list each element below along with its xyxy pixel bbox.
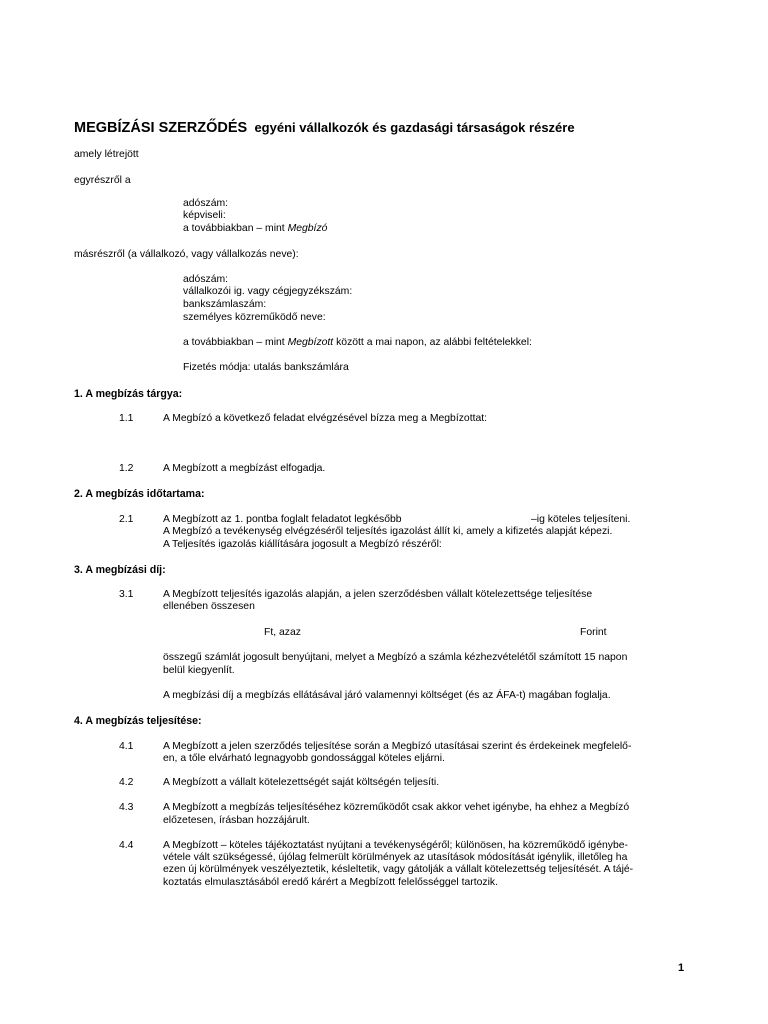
item-4-4-number: 4.4 — [119, 840, 134, 851]
party2-adoszam: adószám: — [183, 274, 229, 285]
party1-role: Megbízó — [287, 223, 328, 234]
item-1-1-number: 1.1 — [119, 413, 134, 424]
item-1-1-text: A Megbízó a következő feladat elvégzésével bízza meg a Megbízottat: — [163, 413, 488, 424]
item-3-1-para3: A megbízási díj a megbízás ellátásával járó valamennyi költséget (és az ÁFA-t) magában foglalja. — [163, 690, 611, 701]
party2-ig: vállalkozói ig. vagy cégjegyzékszám: — [183, 286, 353, 297]
amount-forint-label: Forint — [580, 627, 607, 638]
intro-line-2: egyrészről a — [74, 175, 131, 186]
item-3-1-line-1: A Megbízott teljesítés igazolás alapján, a jelen szerződésben vállalt kötelezettsége teljesítése — [163, 589, 593, 600]
party2-header: másrészről (a vállalkozó, vagy vállalkozás neve): — [74, 249, 299, 260]
item-4-1-number: 4.1 — [119, 741, 134, 752]
item-2-1-line-3: A Teljesítés igazolás kiállítására jogosult a Megbízó részéről: — [163, 539, 442, 550]
item-4-4-line-2: vétele vált szükségessé, újólag felmerült körülmények az utasítások módosítását igénylik, illetőleg ha — [163, 852, 628, 863]
party2-role: Megbízott — [287, 337, 334, 348]
item-3-1-number: 3.1 — [119, 589, 134, 600]
item-4-4-line-4: koztatás elmulasztásából eredő kárért a Megbízott felelősséggel tartozik. — [163, 877, 498, 888]
item-4-2-number: 4.2 — [119, 777, 134, 788]
item-4-2-text: A Megbízott a vállalt kötelezettségét saját költségén teljesíti. — [163, 777, 440, 788]
item-2-1-line-1a: A Megbízott az 1. pontba foglalt feladatot legkésőbb — [163, 514, 402, 525]
item-3-1-para2-line-1: összegű számlát jogosult benyújtani, melyet a Megbízó a számla kézhezvételétől számított 15 napon — [163, 652, 628, 663]
party2-bank: bankszámlaszám: — [183, 299, 267, 310]
item-2-1-number: 2.1 — [119, 514, 134, 525]
item-3-1-para2-line-2: belül kiegyenlít. — [163, 665, 235, 676]
document-title — [74, 120, 575, 136]
item-4-3-number: 4.3 — [119, 802, 134, 813]
section-3-title: 3. A megbízási díj: — [74, 564, 166, 576]
title-sub: egyéni vállalkozók és gazdasági társaságok részére — [254, 120, 575, 135]
intro-line-1: amely létrejött — [74, 149, 139, 160]
section-4-title: 4. A megbízás teljesítése: — [74, 715, 202, 727]
item-1-2-number: 1.2 — [119, 463, 134, 474]
item-4-4-line-3: ezen új körülmények veszélyeztetik, késleltetik, vagy gátolják a vállalt kötelezettség teljesítését. A tájé- — [163, 864, 634, 875]
party1-adoszam: adószám: — [183, 198, 229, 209]
item-4-1-line-2: en, a tőle elvárható legnagyobb gondossággal köteles eljárni. — [163, 753, 445, 764]
amount-ft-label: Ft, azaz — [264, 627, 301, 638]
section-2-title: 2. A megbízás időtartama: — [74, 488, 205, 500]
item-4-3-line-2: előzetesen, írásban hozzájárult. — [163, 815, 310, 826]
party1-mint: a továbbiakban – mint Megbízó — [183, 223, 328, 234]
party1-kepviseli: képviseli: — [183, 210, 226, 221]
item-4-1-line-1: A Megbízott a jelen szerződés teljesítése során a Megbízó utasításai szerint és érdekeinek megfelelő- — [163, 741, 632, 752]
title-main: MEGBÍZÁSI SZERZŐDÉS — [74, 120, 248, 136]
party2-fizetes: Fizetés módja: utalás bankszámlára — [183, 362, 349, 373]
section-1-title: 1. A megbízás tárgya: — [74, 388, 183, 400]
party2-kozremukodo: személyes közreműködő neve: — [183, 312, 326, 323]
item-2-1-line-1b: –ig köteles teljesíteni. — [531, 514, 631, 525]
item-1-2-text: A Megbízott a megbízást elfogadja. — [163, 463, 326, 474]
item-2-1-line-2: A Megbízó a tevékenység elvégzéséről teljesítés igazolást állít ki, amely a kifizetés alapját képezi. — [163, 526, 613, 537]
item-4-3-line-1: A Megbízott a megbízás teljesítéséhez közreműködőt csak akkor vehet igénybe, ha ehhez a Megbízó — [163, 802, 630, 813]
item-3-1-line-2: ellenében összesen — [163, 601, 255, 612]
party2-mint: a továbbiakban – mint Megbízott között a mai napon, az alábbi feltételekkel: — [183, 337, 532, 348]
page-number: 1 — [678, 962, 685, 974]
item-4-4-line-1: A Megbízott – köteles tájékoztatást nyújtani a tevékenységéről; különösen, ha közreműködő igénybe- — [163, 840, 628, 851]
